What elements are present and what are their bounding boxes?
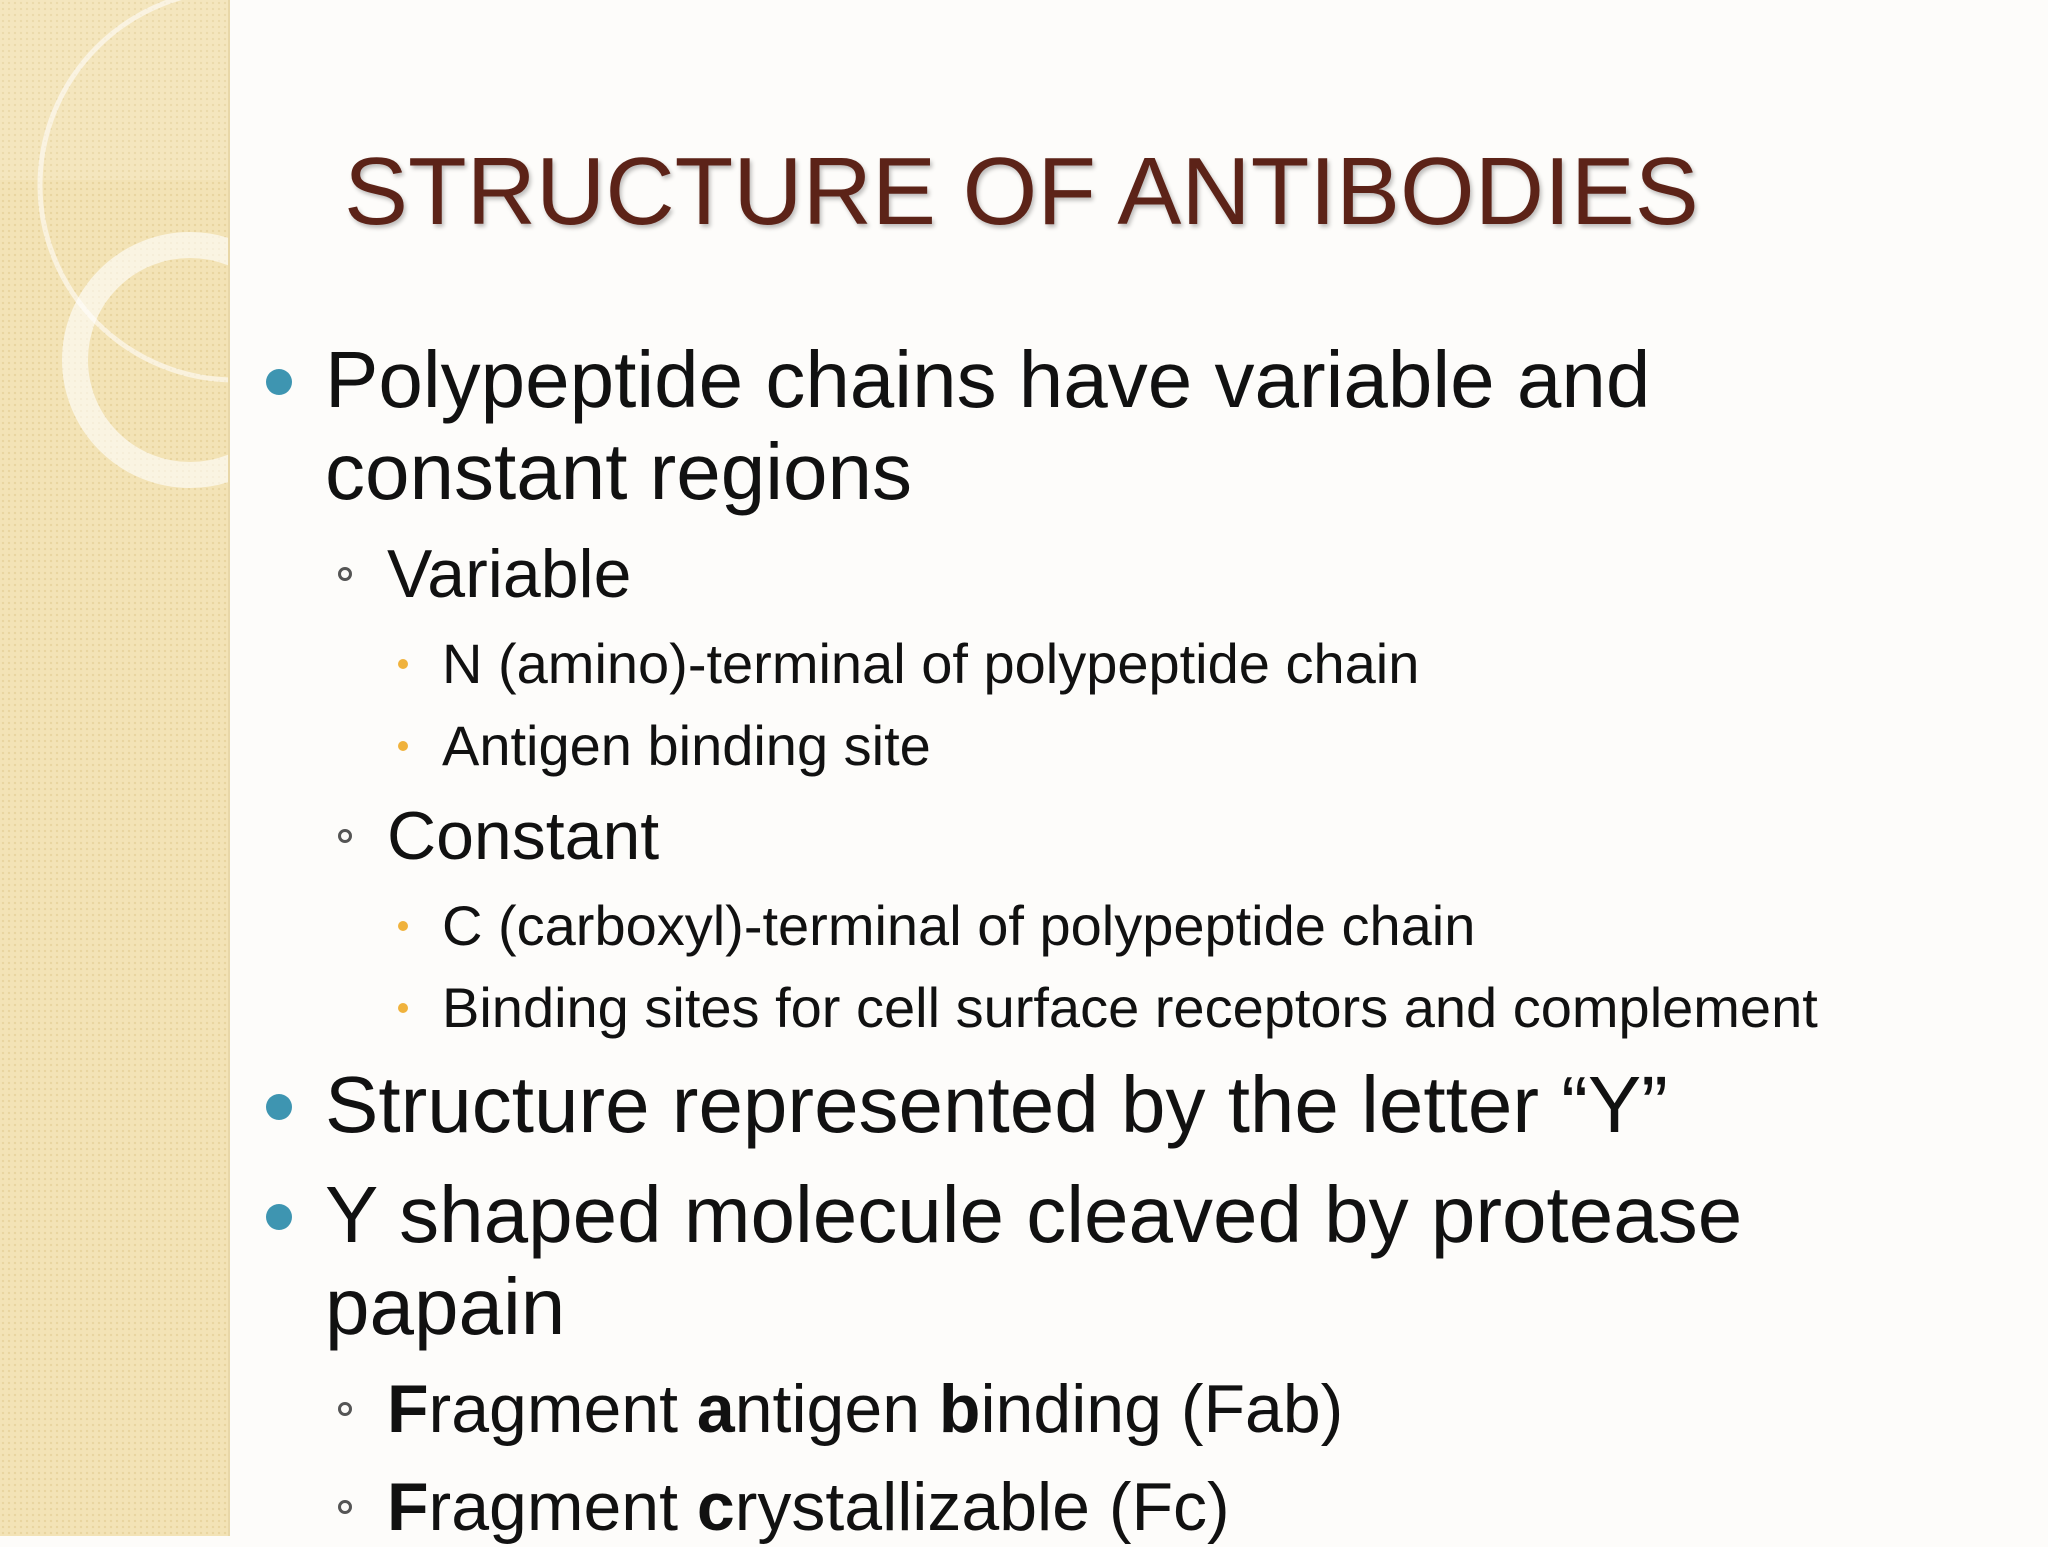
- sub-bullet-fc: [387, 1467, 1230, 1547]
- bullet-dot-icon: [266, 1094, 292, 1120]
- slide-title: STRUCTURE OF ANTIBODIES: [344, 138, 1699, 245]
- detail-binding-sites: Binding sites for cell surface receptors and complement: [442, 976, 1818, 1039]
- bullet-small-dot-icon: [398, 741, 408, 751]
- detail-c-terminal: C (carboxyl)-terminal of polypeptide chain: [442, 894, 1476, 957]
- bullet-small-dot-icon: [398, 921, 408, 931]
- fab-text-2: ntigen: [734, 1371, 939, 1447]
- detail-antigen-binding-site: Antigen binding site: [442, 714, 931, 777]
- bullet-ring-icon: [338, 567, 352, 581]
- fab-text-3: inding (Fab): [980, 1371, 1344, 1447]
- sub-bullet-variable: Variable: [387, 536, 632, 612]
- fab-initial-b: b: [938, 1371, 981, 1447]
- fc-initial-c: c: [696, 1469, 735, 1545]
- bullet-polypeptide: Polypeptide chains have variable and: [325, 335, 1651, 424]
- fab-initial-a: a: [696, 1371, 735, 1447]
- detail-n-terminal: N (amino)-terminal of polypeptide chain: [442, 632, 1420, 695]
- bullet-dot-icon: [266, 1204, 292, 1230]
- bullet-polypeptide-cont: constant regions: [325, 427, 913, 516]
- fab-text-1: ragment: [428, 1371, 697, 1447]
- bullet-dot-icon: [266, 369, 292, 395]
- sub-bullet-fab: [387, 1369, 1343, 1449]
- bullet-ring-icon: [338, 1500, 352, 1514]
- bullet-protease-cont: papain: [325, 1262, 566, 1351]
- bullet-ring-icon: [338, 829, 352, 843]
- fab-initial-f: F: [387, 1371, 429, 1447]
- fc-text-2: rystallizable (Fc): [734, 1469, 1230, 1545]
- fc-text-1: ragment: [428, 1469, 697, 1545]
- bullet-protease: Y shaped molecule cleaved by protease: [325, 1170, 1743, 1259]
- bullet-y-structure: Structure represented by the letter “Y”: [325, 1060, 1668, 1149]
- bullet-small-dot-icon: [398, 1003, 408, 1013]
- fc-initial-f: F: [387, 1469, 429, 1545]
- sub-bullet-constant: Constant: [387, 798, 660, 874]
- bullet-small-dot-icon: [398, 659, 408, 669]
- bullet-ring-icon: [338, 1402, 352, 1416]
